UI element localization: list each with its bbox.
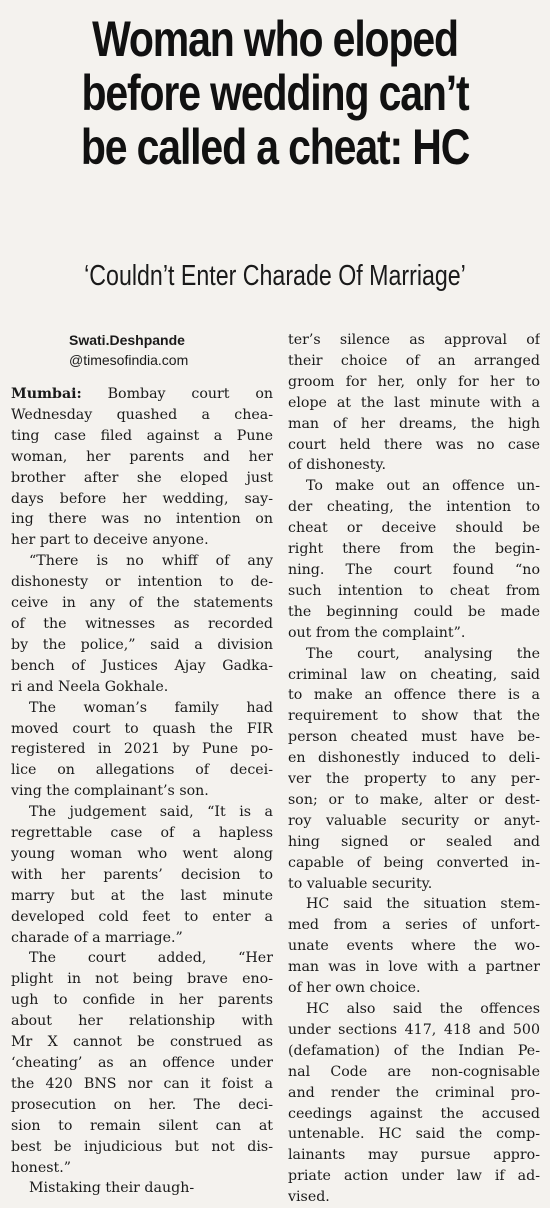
article-text-line: charade of a marriage.” (11, 929, 183, 946)
article-text-line: the 420 BNS nor can it foist a (11, 1075, 273, 1092)
article-text-line: to make an offence there is a (288, 687, 540, 704)
article-text-line: bench of Justices Ajay Gadka- (11, 657, 273, 674)
article-text-line: prosecution on her. The deci- (11, 1096, 273, 1113)
article-text-line: with her parents’ decision to (11, 866, 273, 883)
article-text-line: requirement to show that the (288, 708, 540, 725)
article-text-line: HC also said the offences (306, 1001, 540, 1017)
article-text-line: moved court to quash the FIR (11, 720, 273, 737)
article-text-line: priate action under law if ad- (288, 1168, 540, 1185)
article-text-line: their choice of an arranged (288, 352, 540, 369)
article-text-line: Mistaking their daugh- (29, 1180, 195, 1197)
article-text-line: cheat or deceive should be (288, 520, 540, 537)
article-text-line: ceedings against the accused (288, 1105, 540, 1122)
article-text-line: elope at the last minute with a (288, 394, 540, 411)
headline-line: before wedding can’t (81, 65, 469, 121)
article-text-line: to valuable security. (288, 875, 433, 892)
article-text-line: under sections 417, 418 and 500 (288, 1021, 540, 1038)
article-text-line: untenable. HC said the comp- (288, 1126, 540, 1143)
article-text-line: man was in love with a partner (288, 959, 540, 976)
article-text-line: To make out an offence un- (306, 478, 540, 495)
article-text-line: med from a series of unfort- (288, 917, 540, 934)
article-text-line: “There is no whiff of any (29, 553, 273, 570)
article-text-line: Mr X cannot be construed as (11, 1034, 273, 1051)
headline (50, 12, 501, 174)
article-text-line: plight in not being brave eno- (11, 971, 273, 988)
article-text-line: brother after she eloped just (11, 469, 273, 486)
article-text-line: son; or to make, alter or dest- (288, 791, 540, 808)
article-text-line: days before her wedding, say- (11, 490, 273, 507)
article-text-line: Wednesday quashed a chea- (11, 406, 273, 423)
article-text-line: The woman’s family had (29, 699, 273, 716)
article-text-line: of her own choice. (288, 980, 421, 997)
article-text-line: The court, analysing the (306, 645, 540, 662)
article-text-line: right there from the begin- (288, 541, 540, 558)
article-text-line: lainants may pursue appro- (288, 1147, 540, 1164)
article-text-line: out from the complaint”. (288, 624, 466, 641)
article-text-line: The judgement said, “It is a (29, 804, 273, 821)
article-text-line: ter’s silence as approval of (288, 332, 540, 348)
article-text-line: ing there was no intention on (11, 511, 273, 528)
article-text-line: marry but at the last minute (11, 887, 273, 904)
article-text-line: unate events where the wo- (288, 938, 540, 955)
article-text-line: ving the complainant’s son. (11, 783, 209, 800)
article-text-line: HC said the situation stem- (306, 896, 540, 913)
article-text-line: registered in 2021 by Pune po- (11, 741, 273, 758)
article-text-line: (defamation) of the Indian Pe- (288, 1042, 540, 1059)
article-text-line: vised. (288, 1189, 330, 1206)
article-text-line: sion to remain silent can at (11, 1117, 273, 1134)
article-text-line: criminal law on cheating, said (288, 666, 540, 683)
article-text-line: ri and Neela Gokhale. (11, 678, 169, 695)
article-text-line: of the witnesses as recorded (11, 615, 273, 632)
article-text-line: the beginning could be made (288, 603, 540, 620)
article-text-line: man of her dreams, the high (288, 415, 540, 432)
byline-author: Swati.Deshpande (69, 332, 185, 348)
article-text-line: ver the property to any per- (288, 771, 540, 788)
article-text-line: roy valuable security or anyt- (288, 812, 540, 829)
article-text-line: dishonesty or intention to de- (11, 574, 273, 591)
article-text-line: such intention to cheat from (288, 582, 540, 599)
article-text-line: The court added, “Her (29, 950, 273, 967)
article-text-line: person cheated must have be- (288, 729, 540, 746)
article-text-line: woman, her parents and her (11, 448, 273, 465)
article-text-line: ‘cheating’ as an offence under (11, 1055, 273, 1071)
article-text-line: capable of being converted in- (288, 854, 540, 871)
article-text-line: ugh to confide in her parents (11, 992, 273, 1009)
article-text-line: regrettable case of a hapless (11, 825, 273, 842)
subheadline: ‘Couldn’t Enter Charade Of Marriage’ (84, 260, 466, 292)
article-text-line: best be injudicious but not dis- (11, 1138, 273, 1155)
article-text-line: ceive in any of the statements (11, 595, 273, 612)
article-text-line: en dishonestly induced to deli- (288, 750, 540, 767)
article-text-line: nal Code are non-cognisable (288, 1063, 540, 1080)
byline-handle: @timesofindia.com (69, 352, 189, 368)
article-text-line: der cheating, the intention to (288, 499, 540, 516)
headline-line: be called a cheat: HC (80, 119, 470, 175)
article-text-line: and render the criminal pro- (288, 1084, 540, 1101)
article-text-line: about her relationship with (11, 1013, 273, 1030)
article-text-line: by the police,” said a division (11, 636, 273, 653)
article-text-line: honest.” (11, 1159, 71, 1176)
article-text-line: young woman who went along (11, 845, 273, 862)
headline-line: Woman who eloped (92, 11, 458, 67)
article-column-right (288, 330, 540, 1208)
article-text-line: of dishonesty. (288, 457, 387, 474)
article-text-line: ting case filed against a Pune (11, 427, 273, 444)
article-text-line: developed cold feet to enter a (11, 908, 273, 925)
dateline: Mumbai: (11, 386, 82, 402)
article-text-segment: Bombay court on (81, 386, 273, 402)
article-column-left (11, 330, 273, 1199)
article-text-line: her part to deceive anyone. (11, 532, 209, 549)
article-text-line: hing signed or sealed and (288, 833, 540, 850)
article-text-line: groom for her, only for her to (288, 373, 540, 390)
article-text-line (11, 384, 273, 405)
article-text-line: court held there was no case (288, 436, 540, 453)
article-text-line: lice on allegations of decei- (11, 762, 273, 779)
article-text-line: ning. The court found “no (288, 561, 540, 578)
